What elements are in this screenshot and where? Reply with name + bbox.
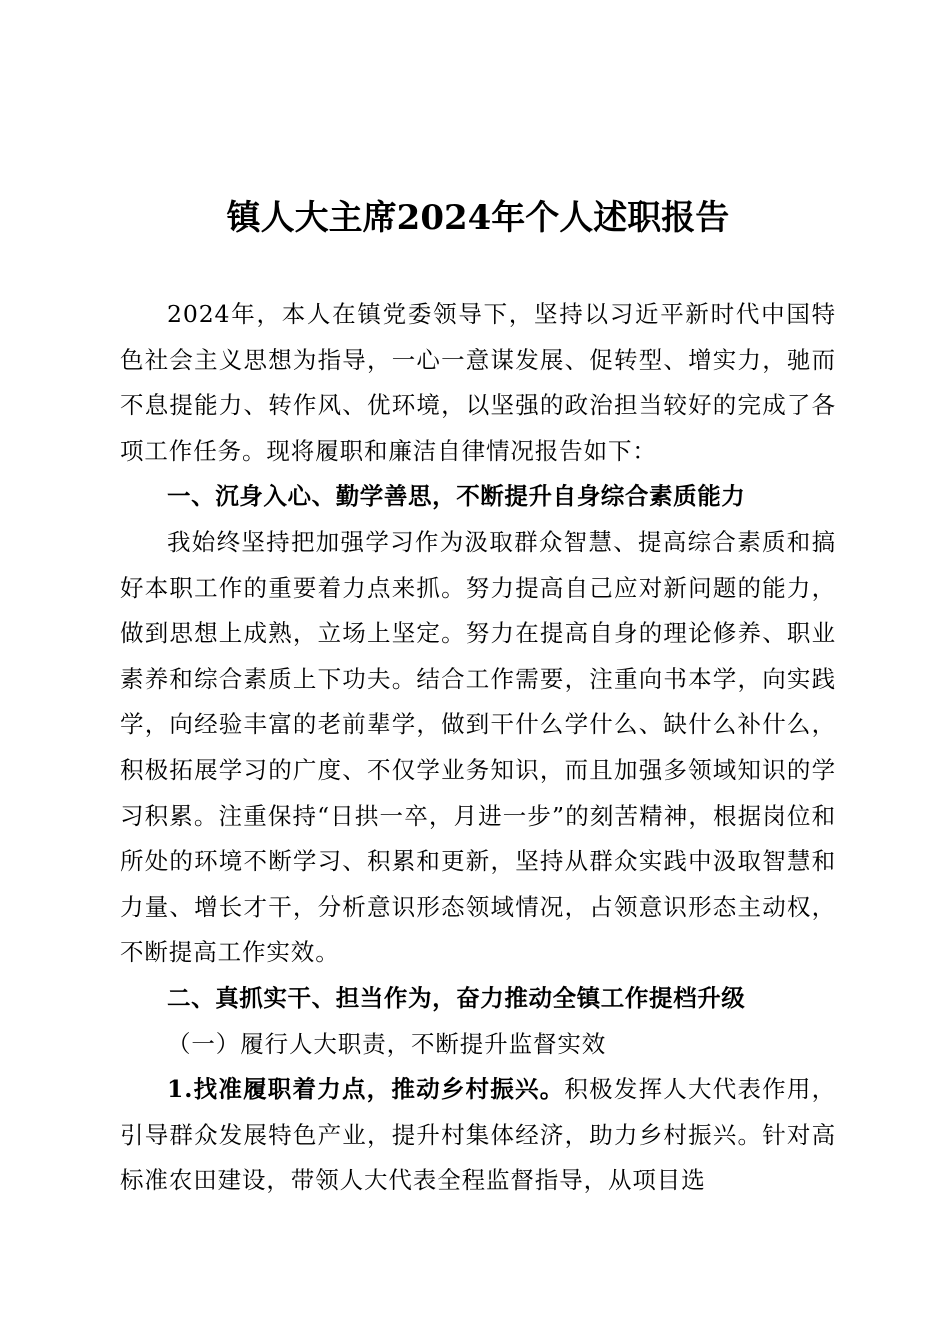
section1-heading: 一、沉身入心、勤学善思，不断提升自身综合素质能力: [167, 482, 746, 511]
section2-heading: 二、真抓实干、担当作为，奋力推动全镇工作提档升级: [167, 983, 746, 1012]
intro-paragraph: 2024年，本人在镇党委领导下，坚持以习近平新时代中国特色社会主义思想为指导，一心一意谋发展、促转型、增实力，驰而不息提能力、转作风、优环境，以坚强的政治担当较好的完成了各项工作任务。现将履职和廉洁自律情况报告如下：: [120, 300, 836, 465]
section2-subheading-1: （一）履行人大职责，不断提升监督实效: [167, 1029, 607, 1058]
section1-paragraph: 我始终坚持把加强学习作为汲取群众智慧、提高综合素质和搞好本职工作的重要着力点来抓。努力提高自己应对新问题的能力，做到思想上成熟，立场上坚定。努力在提高自身的理论修养、职业素养和综合素质上下功夫。结合工作需要，注重向书本学，向实践学，向经验丰富的老前辈学，做到干什么学什么、缺什么补什么，积极拓展学习的广度、不仅学业务知识，而且加强多领域知识的学习积累。注重保持“日拱一卒，月进一步”的刻苦精神，根据岗位和所处的环境不断学习、积累和更新，坚持从群众实践中汲取智慧和力量、增长才干，分析意识形态领域情况，占领意识形态主动权，不断提高工作实效。: [120, 527, 836, 967]
item1-paragraph: [120, 1067, 836, 1204]
document-page: [120, 0, 836, 1344]
item1-body: 积极发挥人大代表作用，引导群众发展特色产业，提升村集体经济，助力乡村振兴。针对高标准农田建设，带领人大代表全程监督指导，从项目选: [120, 1075, 836, 1195]
item1-lead: 1.找准履职着力点，推动乡村振兴。: [167, 1075, 565, 1104]
document-body: [120, 292, 836, 1204]
document-title: 镇人大主席2024年个人述职报告: [226, 198, 730, 238]
